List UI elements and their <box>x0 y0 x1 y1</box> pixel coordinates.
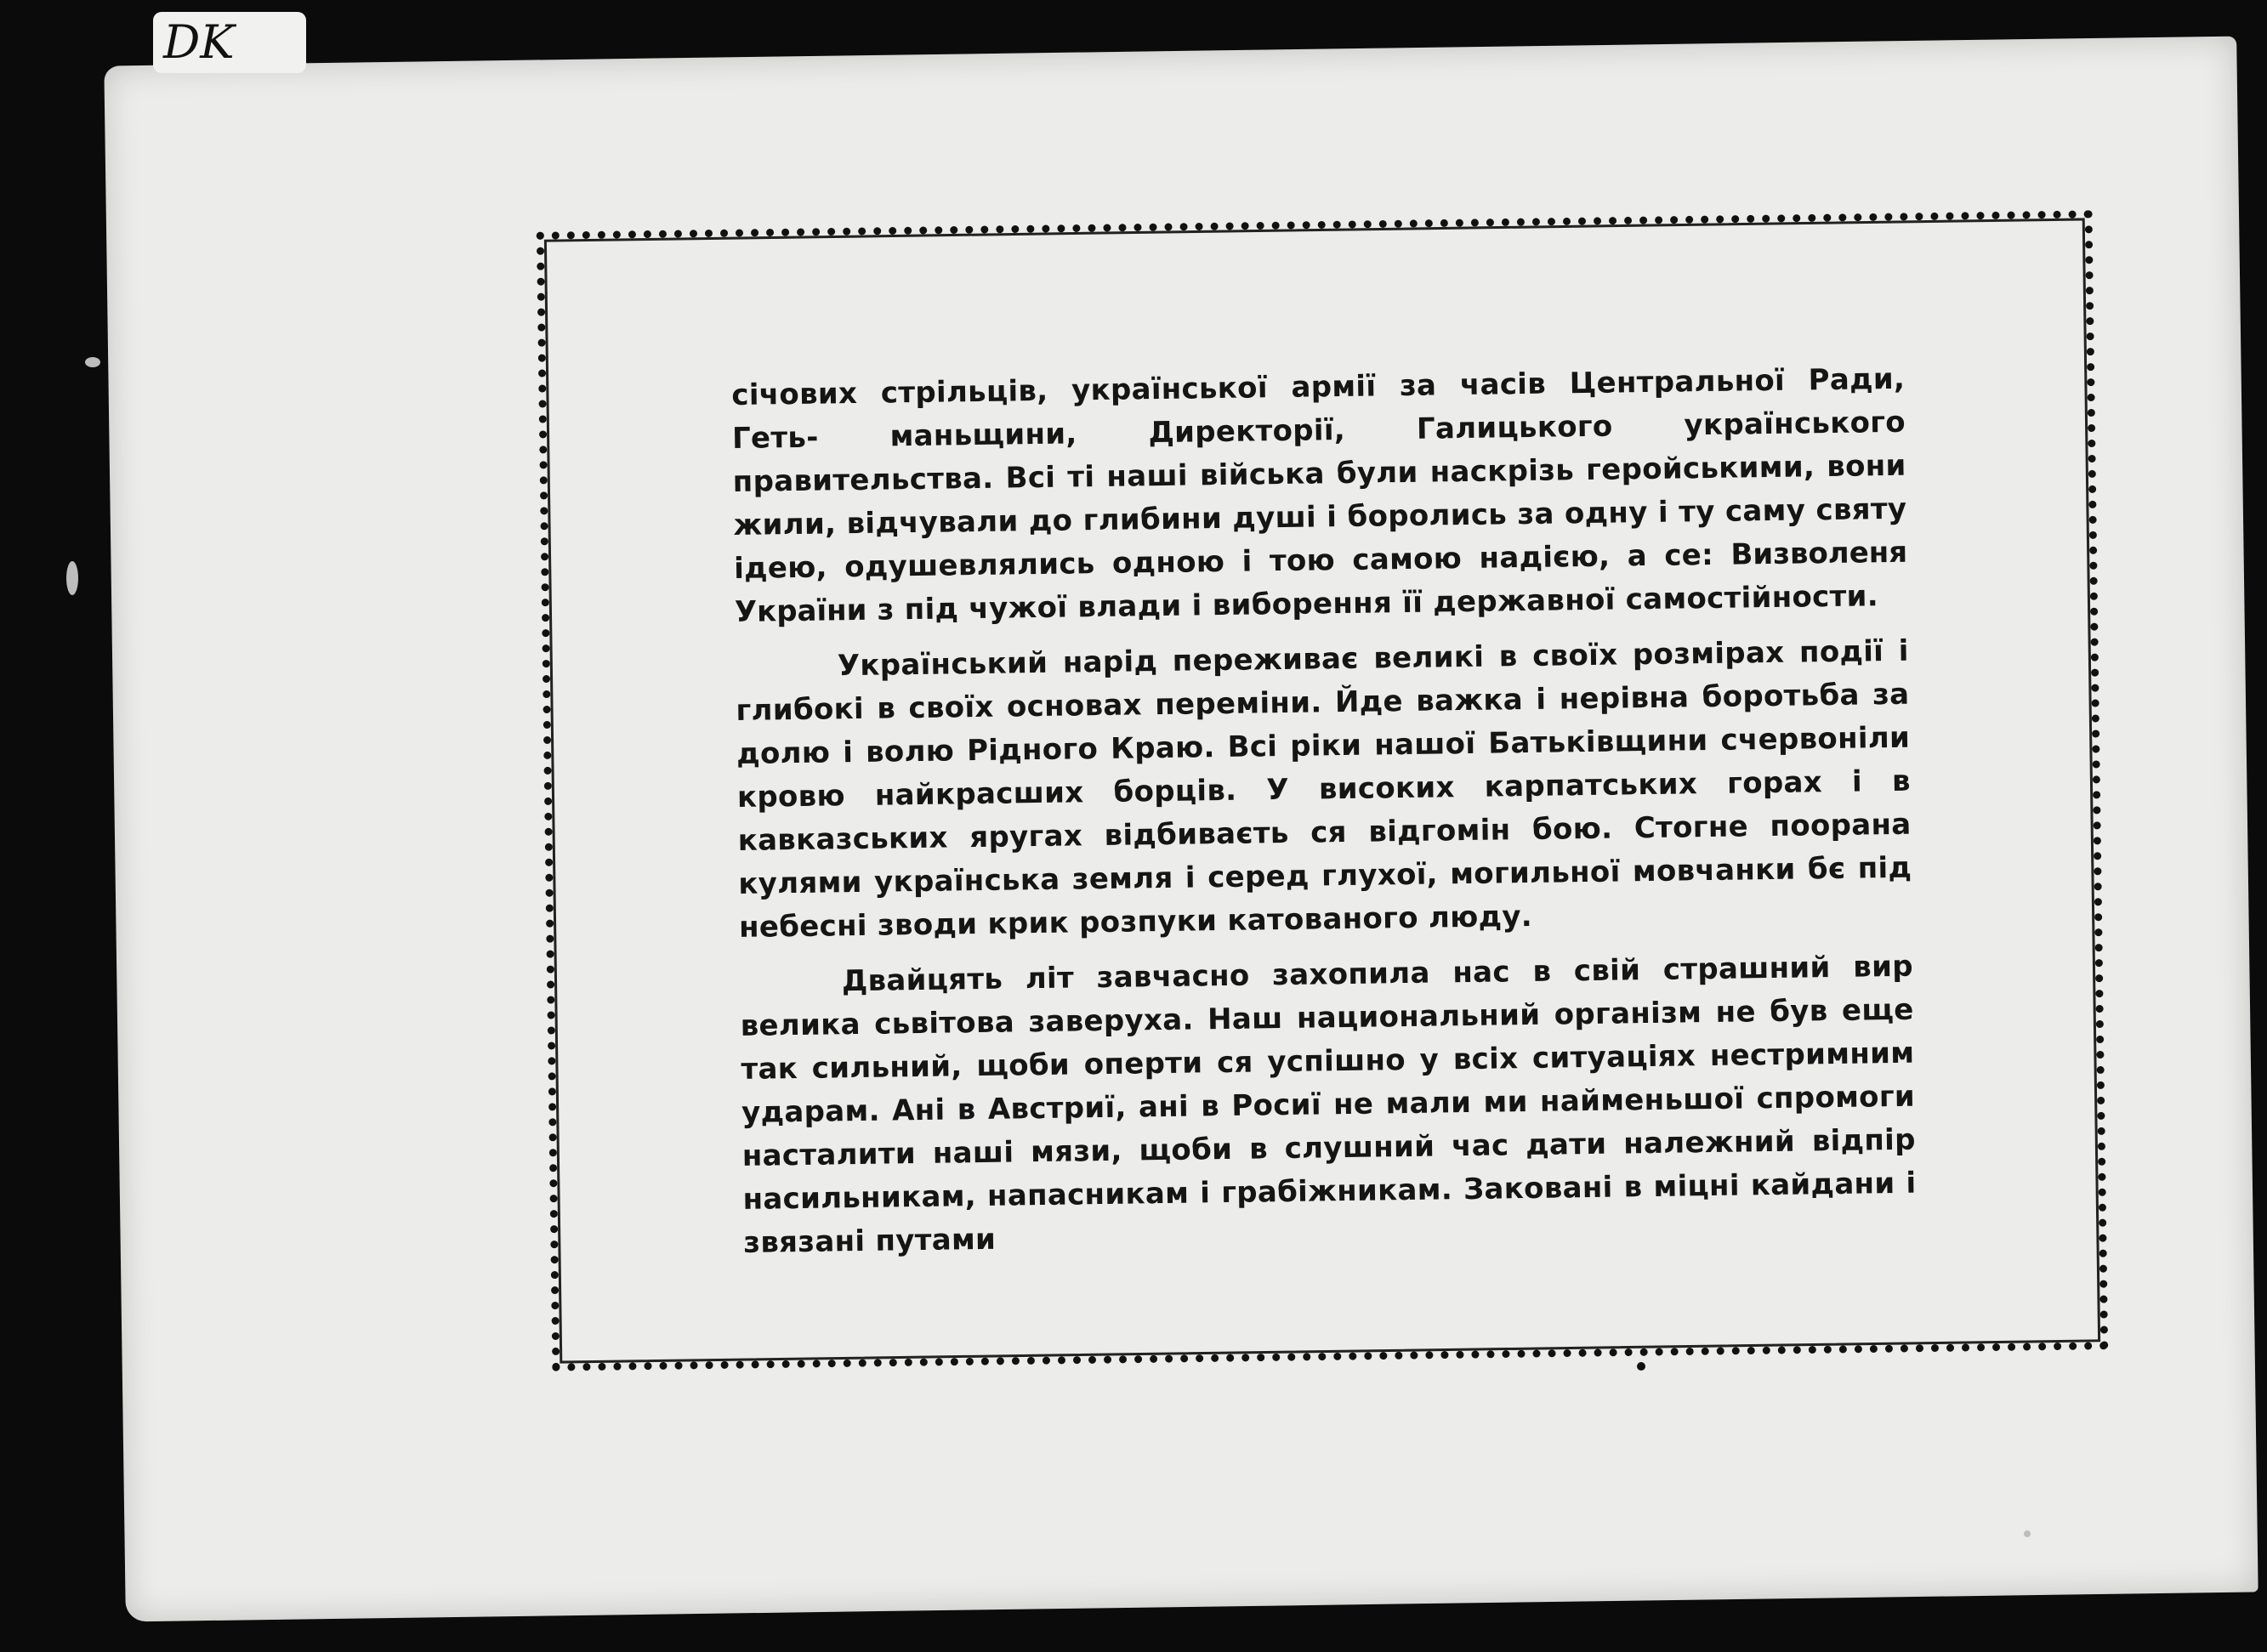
p1-line-3: ті наші війська були наскрізь геройськими, вони жили, відчували до <box>733 448 1906 542</box>
frame-label: DK <box>153 12 306 73</box>
p1-line-4: глибини душі і боролись за одну і ту саму святу ідею, одушевлялись <box>733 491 1907 586</box>
paragraph-2: Український нарід переживає великі в своїх розмірах події і глибокі в своїх основах переміни. Йде важка і нерівна боротьба за долю і волю Рідного Краю. Всі ріки нашої Батьківщини счервоніли кровю найкрасших борців. У високих карпатських горах і в кавказських яругах відбиваєть ся відгомін бою. Стогне поорана кулями українська земля і серед глухої, могильної мовчанки бє під небесні зводи крик розпуки катованого люду. <box>736 633 1912 945</box>
p1-line-5: одною і тою самою надією, а се: <box>1111 537 1731 581</box>
scan-speck <box>2024 1530 2031 1537</box>
p1-line-6: і виборення її державної самостійности. <box>1191 579 1879 623</box>
p1-line-2: маньщини, Директорії, Галицького українського правительства. Всі <box>732 405 1906 499</box>
document-text <box>731 358 1918 1277</box>
scan-speck <box>85 357 100 367</box>
scan-speck <box>66 561 78 595</box>
emphasis-text: Визволеня України <box>734 535 1908 629</box>
scan-speck <box>1637 1362 1645 1371</box>
paragraph-1 <box>731 358 1908 634</box>
paragraph-3: Двайцять літ завчасно захопила нас в свій страшний вир велика сьвітова заверуха. Наш национальний організм не був еще так сильний, щоби оперти ся успішно у всіх ситуаціях нестримним ударам. Ані в Австриї, ані в Росиї не мали ми найменьшої спромоги насталити наші мязи, щоби в слушний час дати належний відпір насильникам, напасникам і грабіжникам. Заковані в міцні кайдани і звязані путами <box>740 949 1917 1260</box>
p1-after-emphasis: з під чужої влади <box>866 588 1182 627</box>
p1-line-1: січових стрільців, української армії за часів Центральної Ради, Геть- <box>731 361 1906 456</box>
